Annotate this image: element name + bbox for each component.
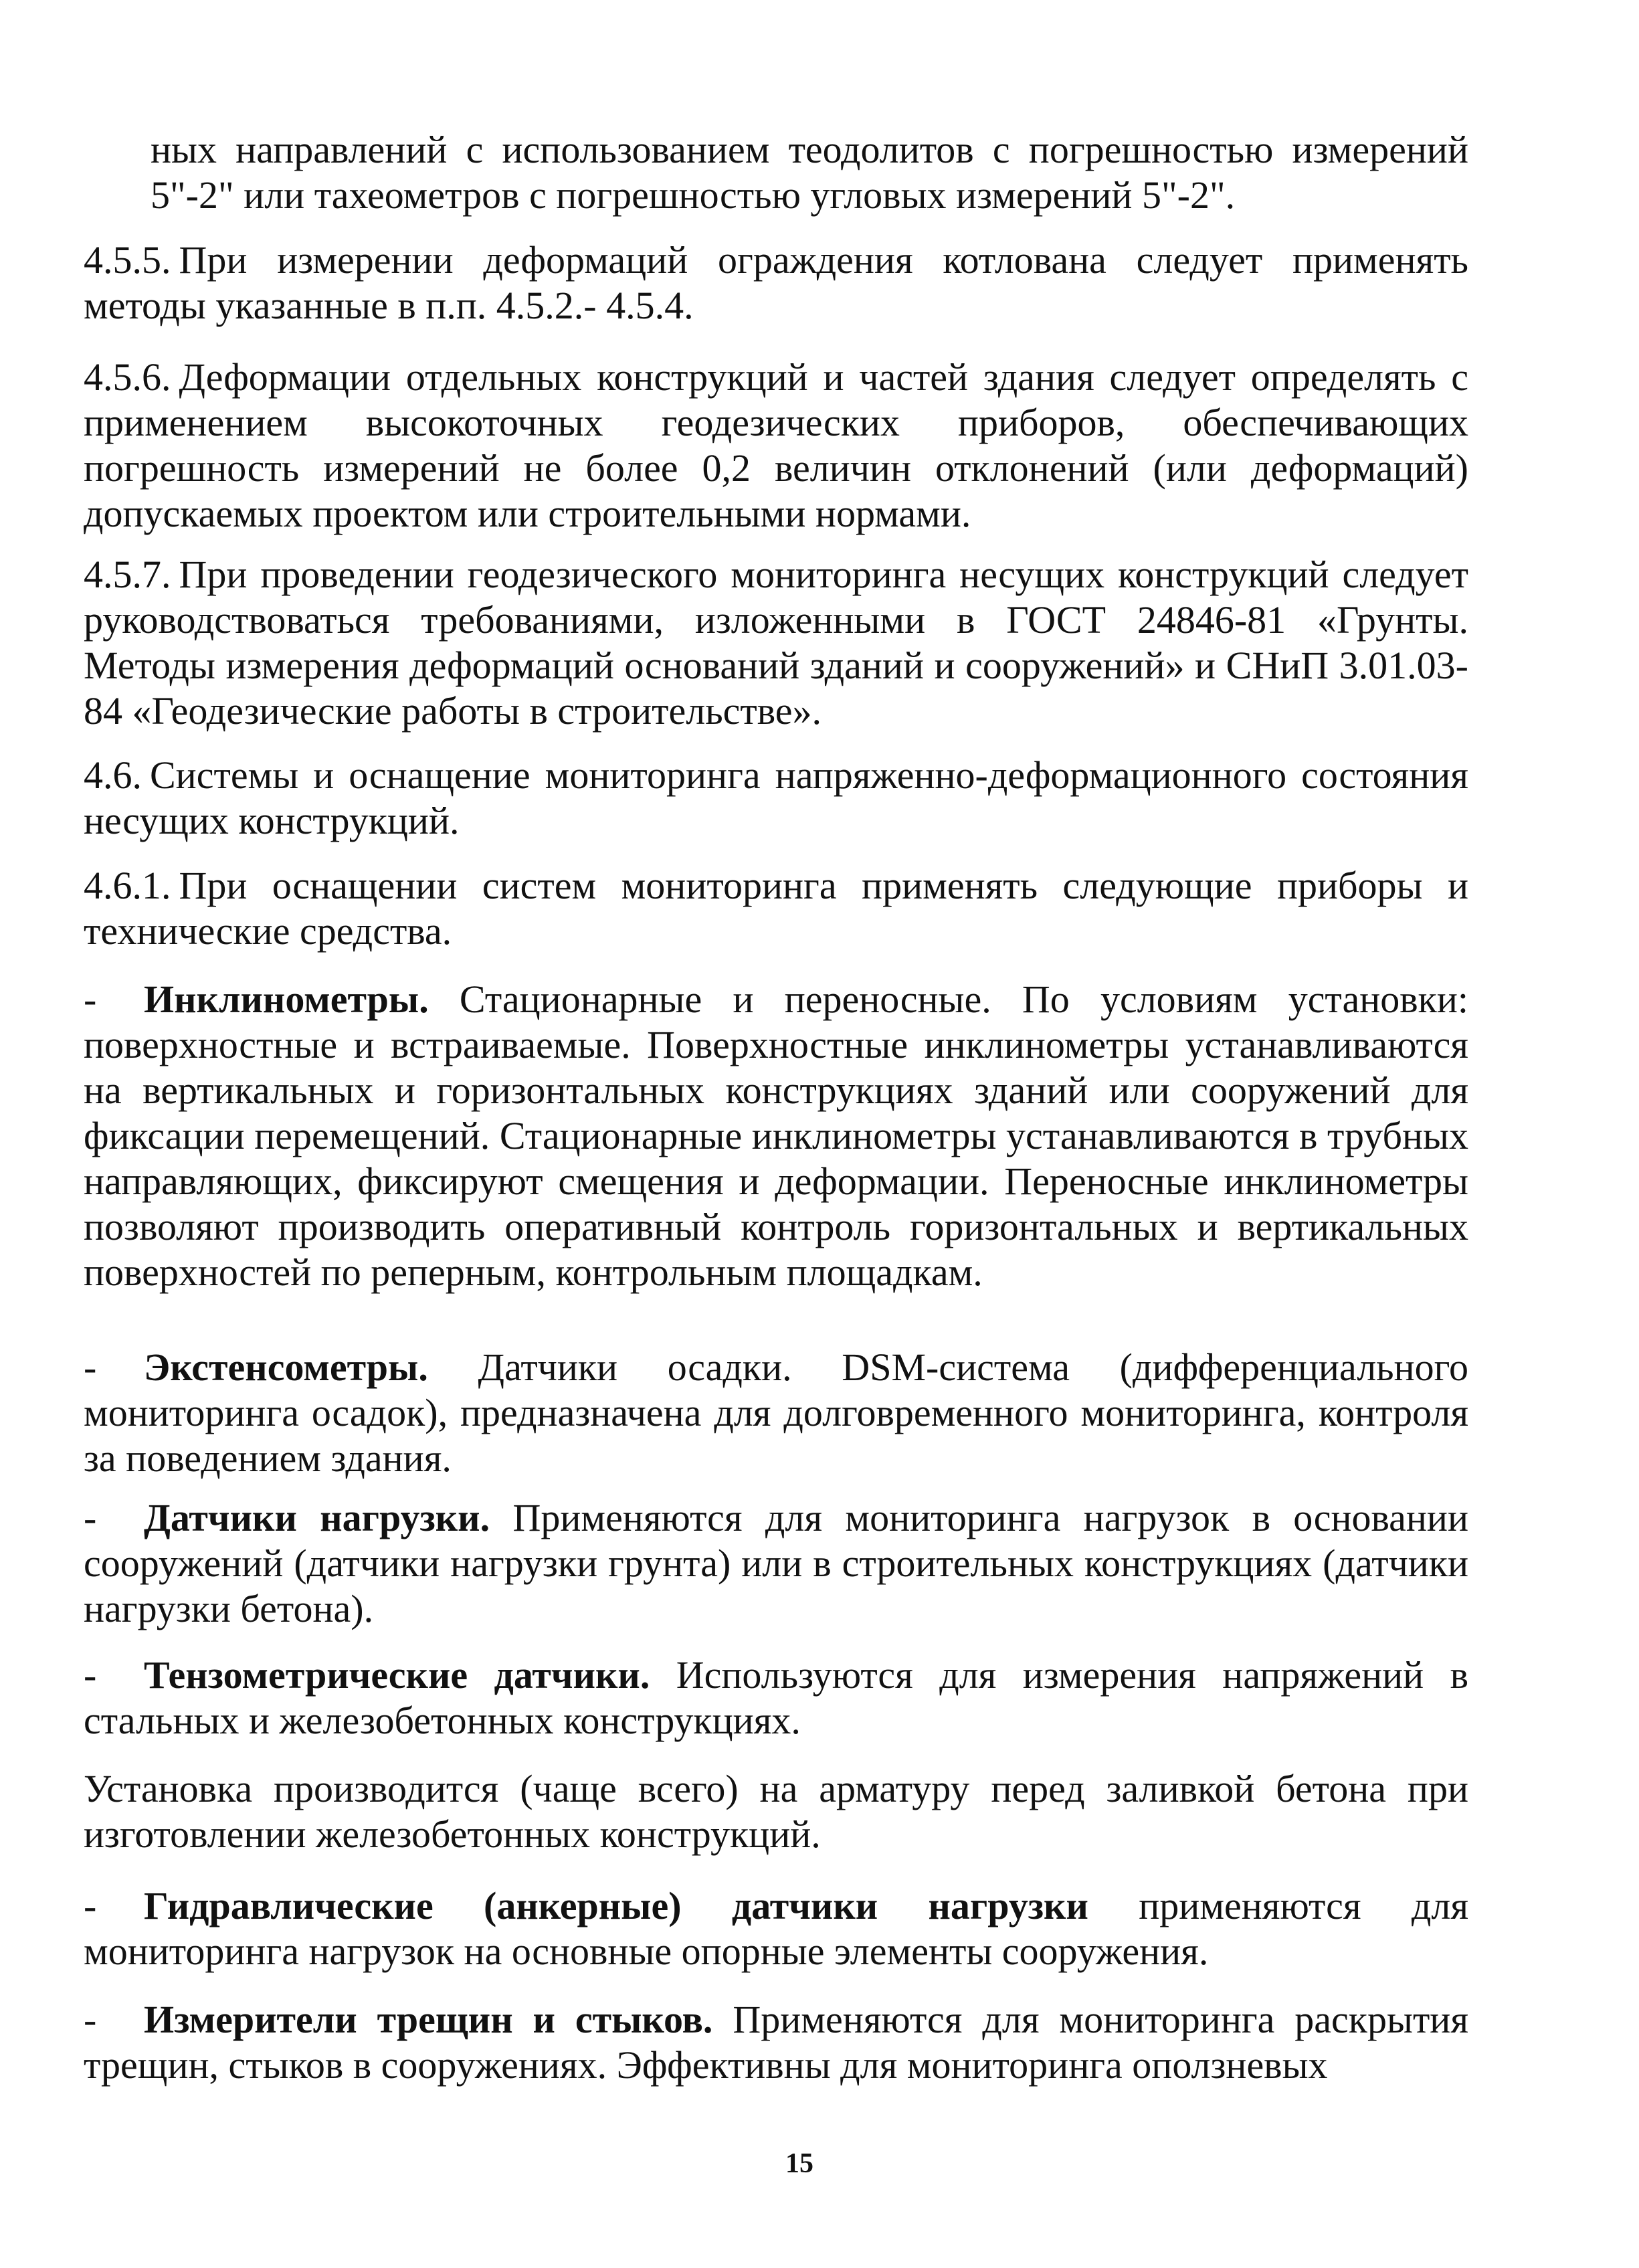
- bullet-dash: -: [84, 1884, 97, 1927]
- section-number: 4.5.5.: [84, 238, 171, 282]
- bullet-dash: -: [84, 1653, 97, 1697]
- bullet-text: Датчики осадки. DSM-система (дифференциального мониторинга осадок), предназначена для долговременного мониторинга, контроля за поведением здания.: [84, 1345, 1468, 1480]
- bullet-inclinometers: [84, 977, 1468, 1295]
- paragraph-4-5-7: [84, 552, 1468, 734]
- bullet-dash: -: [84, 1998, 97, 2041]
- paragraph-continuation: [151, 127, 1468, 218]
- bullet-text: Применяются для мониторинга нагрузок в основании сооружений (датчики нагрузки грунта) или в строительных конструкциях (датчики нагрузки бетона).: [84, 1496, 1469, 1630]
- bullet-strain-gauges: [84, 1652, 1468, 1743]
- bullet-dash: -: [84, 977, 97, 1021]
- paragraph-text: При проведении геодезического мониторинга несущих конструкций следует руководствоваться требованиями, изложенными в ГОСТ 24846-81 «Грунты. Методы измерения деформаций оснований зданий и сооружений» и СНиП 3.01.03-84 «Геодезические работы в строительстве».: [84, 553, 1468, 733]
- page-number: 15: [785, 2148, 813, 2179]
- paragraph-text: ных направлений с использованием теодолитов с погрешностью измерений 5"-2" или тахеометров с погрешностью угловых измерений 5"-2".: [151, 128, 1468, 217]
- bullet-dash: -: [84, 1345, 97, 1389]
- bullet-text: применяются для мониторинга нагрузок на основные опорные элементы сооружения.: [84, 1884, 1468, 1973]
- bullet-title: Гидравлические (анкерные) датчики нагрузки: [144, 1884, 1088, 1927]
- bullet-title: Инклинометры.: [144, 977, 429, 1021]
- paragraph-text: При оснащении систем мониторинга применять следующие приборы и технические средства.: [84, 864, 1468, 953]
- bullet-extensometers: [84, 1345, 1468, 1481]
- bullet-title: Тензометрические датчики.: [144, 1653, 650, 1697]
- section-number: 4.5.6.: [84, 355, 171, 399]
- paragraph-4-5-6: [84, 355, 1468, 537]
- paragraph-4-6-1: [84, 863, 1468, 954]
- paragraph-installation: [84, 1766, 1468, 1857]
- bullet-title: Датчики нагрузки.: [144, 1496, 490, 1539]
- bullet-text: Стационарные и переносные. По условиям установки: поверхностные и встраиваемые. Поверхностные инклинометры устанавливаются на вертикальных и горизонтальных конструкциях зданий или сооружений для фиксации перемещений. Стационарные инклинометры устанавливаются в трубных направляющих, фиксируют смещения и деформации. Переносные инклинометры позволяют производить оперативный контроль горизонтальных и вертикальных поверхностей по реперным, контрольным площадкам.: [84, 977, 1468, 1294]
- paragraph-text: Системы и оснащение мониторинга напряженно-деформационного состояния несущих конструкций.: [84, 753, 1468, 842]
- bullet-text: Применяются для мониторинга раскрытия трещин, стыков в сооружениях. Эффективны для мониторинга оползневых: [84, 1998, 1469, 2087]
- paragraph-4-6: [84, 753, 1468, 844]
- paragraph-text: При измерении деформаций ограждения котлована следует применять методы указанные в п.п. 4.5.2.- 4.5.4.: [84, 238, 1468, 327]
- bullet-title: Измерители трещин и стыков.: [144, 1998, 713, 2041]
- bullet-dash: -: [84, 1496, 97, 1539]
- paragraph-4-5-5: [84, 238, 1468, 328]
- bullet-crack-meters: [84, 1997, 1468, 2088]
- bullet-title: Экстенсометры.: [144, 1345, 428, 1389]
- section-number: 4.6.1.: [84, 864, 171, 907]
- paragraph-text: Установка производится (чаще всего) на арматуру перед заливкой бетона при изготовлении железобетонных конструкций.: [84, 1767, 1468, 1856]
- bullet-load-sensors: [84, 1495, 1468, 1632]
- section-number: 4.6.: [84, 753, 142, 797]
- bullet-hydraulic-sensors: [84, 1883, 1468, 1974]
- paragraph-text: Деформации отдельных конструкций и частей здания следует определять с применением высокоточных геодезических приборов, обеспечивающих погрешность измерений не более 0,2 величин отклонений (или деформаций) допускаемых проектом или строительными нормами.: [84, 355, 1468, 535]
- bullet-text: Используются для измерения напряжений в стальных и железобетонных конструкциях.: [84, 1653, 1469, 1742]
- section-number: 4.5.7.: [84, 553, 171, 596]
